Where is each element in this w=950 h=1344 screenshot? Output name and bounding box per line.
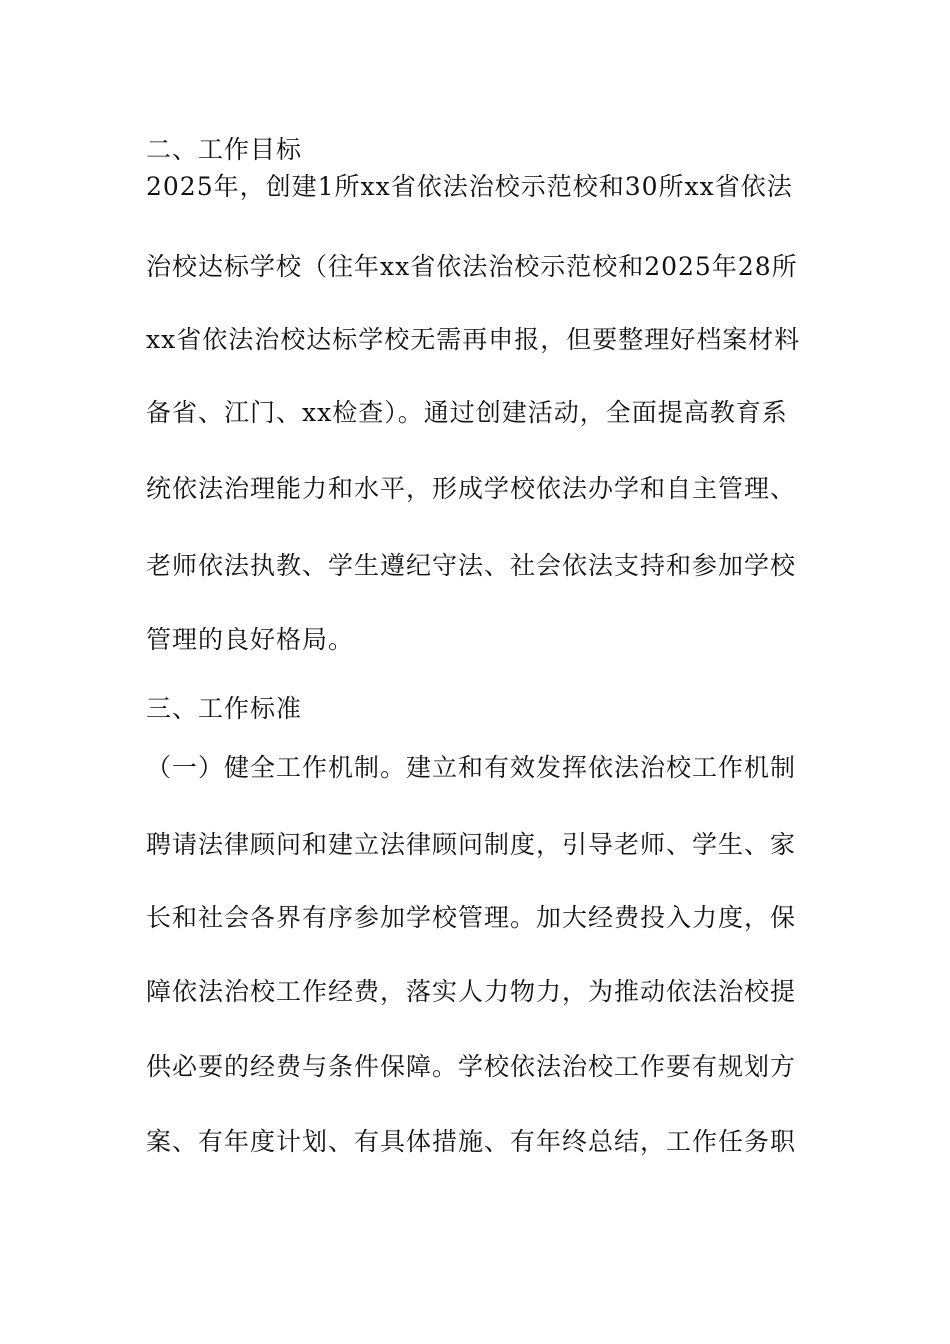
paragraph-line: （一）健全工作机制。建立和有效发挥依法治校工作机制 <box>146 753 797 782</box>
paragraph-line: 障依法治校工作经费，落实人力物力，为推动依法治校提 <box>146 977 797 1006</box>
paragraph-line: 治校达标学校（往年xx省依法治校示范校和2025年28所 <box>146 252 798 281</box>
paragraph-line: 案、有年度计划、有具体措施、有年终总结，工作任务职 <box>146 1127 797 1156</box>
paragraph-line: 备省、江门、xx检查）。通过创建活动，全面提高教育系 <box>146 398 788 427</box>
paragraph-line: 聘请法律顾问和建立法律顾问制度，引导老师、学生、家 <box>146 830 797 859</box>
paragraph-line: 管理的良好格局。 <box>146 625 355 654</box>
paragraph-line: 统依法治理能力和水平，形成学校依法办学和自主管理、 <box>146 474 797 503</box>
paragraph-line: 长和社会各界有序参加学校管理。加大经费投入力度，保 <box>146 903 797 932</box>
paragraph-line: 老师依法执教、学生遵纪守法、社会依法支持和参加学校 <box>146 551 797 580</box>
paragraph-line: 供必要的经费与条件保障。学校依法治校工作要有规划方 <box>146 1052 797 1081</box>
paragraph-line: 2025年，创建1所xx省依法治校示范校和30所xx省依法 <box>146 172 793 201</box>
section-heading-standards: 三、工作标准 <box>146 694 303 723</box>
paragraph-line: xx省依法治校达标学校无需再申报，但要整理好档案材料 <box>146 325 801 354</box>
section-heading-goals: 二、工作目标 <box>146 135 303 164</box>
